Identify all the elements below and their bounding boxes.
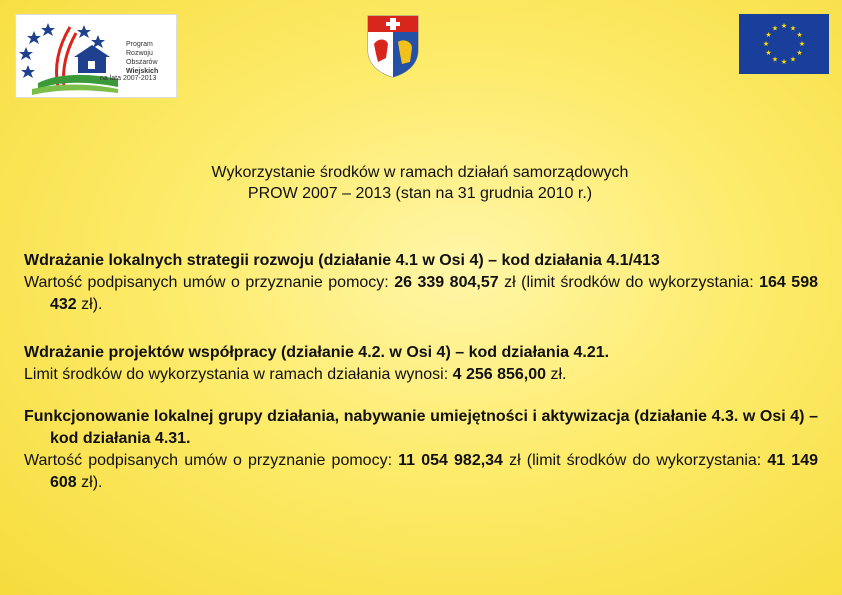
prow-emblem-icon <box>18 17 124 95</box>
prow-text-line-1: Program <box>126 41 153 48</box>
svg-text:★: ★ <box>789 55 797 64</box>
contract-value: 26 339 804,57 <box>394 274 499 291</box>
value-prefix: Limit środków do wykorzystania w ramach działania wynosi: <box>24 366 453 383</box>
eu-flag-icon <box>739 14 829 74</box>
value-suffix: zł. <box>546 366 567 383</box>
section-value-text <box>24 450 818 494</box>
prow-text-line-4: Wiejskich <box>126 68 159 75</box>
value-suffix: zł). <box>76 474 103 491</box>
svg-text:★: ★ <box>771 55 779 64</box>
title-line-2: PROW 2007 – 2013 (stan na 31 grudnia 2010 r.) <box>247 185 593 202</box>
svg-text:★: ★ <box>762 40 770 48</box>
title-line-1: Wykorzystanie środków w ramach działań samorządowych <box>211 164 629 181</box>
svg-text:★: ★ <box>771 24 779 33</box>
svg-text:★: ★ <box>796 49 803 57</box>
value-suffix: zł). <box>76 296 103 313</box>
prow-text-line-3: Obszarów <box>126 59 158 66</box>
section-cooperation-projects <box>24 342 818 386</box>
prow-text-line-2: Rozwoju <box>126 50 153 57</box>
svg-text:★: ★ <box>789 24 797 33</box>
section-heading: Wdrażanie projektów współpracy (działanie 4.2. w Osi 4) – kod działania 4.21. <box>24 344 610 361</box>
page-title <box>120 162 720 204</box>
section-heading: Wdrażanie lokalnych strategii rozwoju (działanie 4.1 w Osi 4) – kod działania 4.1/413 <box>24 252 660 269</box>
section-value-text <box>24 364 818 386</box>
section-heading: Funkcjonowanie lokalnej grupy działania, nabywanie umiejętności i aktywizacja (działanie 4.3. w Osi 4) – kod działania 4.31. <box>24 408 818 447</box>
svg-text:★: ★ <box>780 58 788 66</box>
value-mid: zł (limit środków do wykorzystania: <box>502 452 768 469</box>
svg-text:★: ★ <box>780 22 788 30</box>
section-value-text <box>24 272 818 316</box>
prow-logo <box>16 15 176 97</box>
section-lag-functioning <box>24 406 818 494</box>
limit-value: 164 598 432 <box>50 274 818 313</box>
coat-of-arms-icon <box>366 14 420 78</box>
svg-text:★: ★ <box>798 40 806 48</box>
section-local-strategies <box>24 250 818 316</box>
value-mid: zł (limit środków do wykorzystania: <box>498 274 760 291</box>
limit-value: 4 256 856,00 <box>452 366 547 383</box>
prow-years: na lata 2007-2013 <box>100 75 157 82</box>
svg-text:★: ★ <box>765 49 772 57</box>
contract-value: 11 054 982,34 <box>398 452 503 469</box>
value-prefix: Wartość podpisanych umów o przyznanie pomocy: <box>24 452 399 469</box>
limit-value: 41 149 608 <box>50 452 818 491</box>
svg-text:★: ★ <box>765 31 772 39</box>
svg-text:★: ★ <box>796 31 803 39</box>
value-prefix: Wartość podpisanych umów o przyznanie pomocy: <box>24 274 395 291</box>
